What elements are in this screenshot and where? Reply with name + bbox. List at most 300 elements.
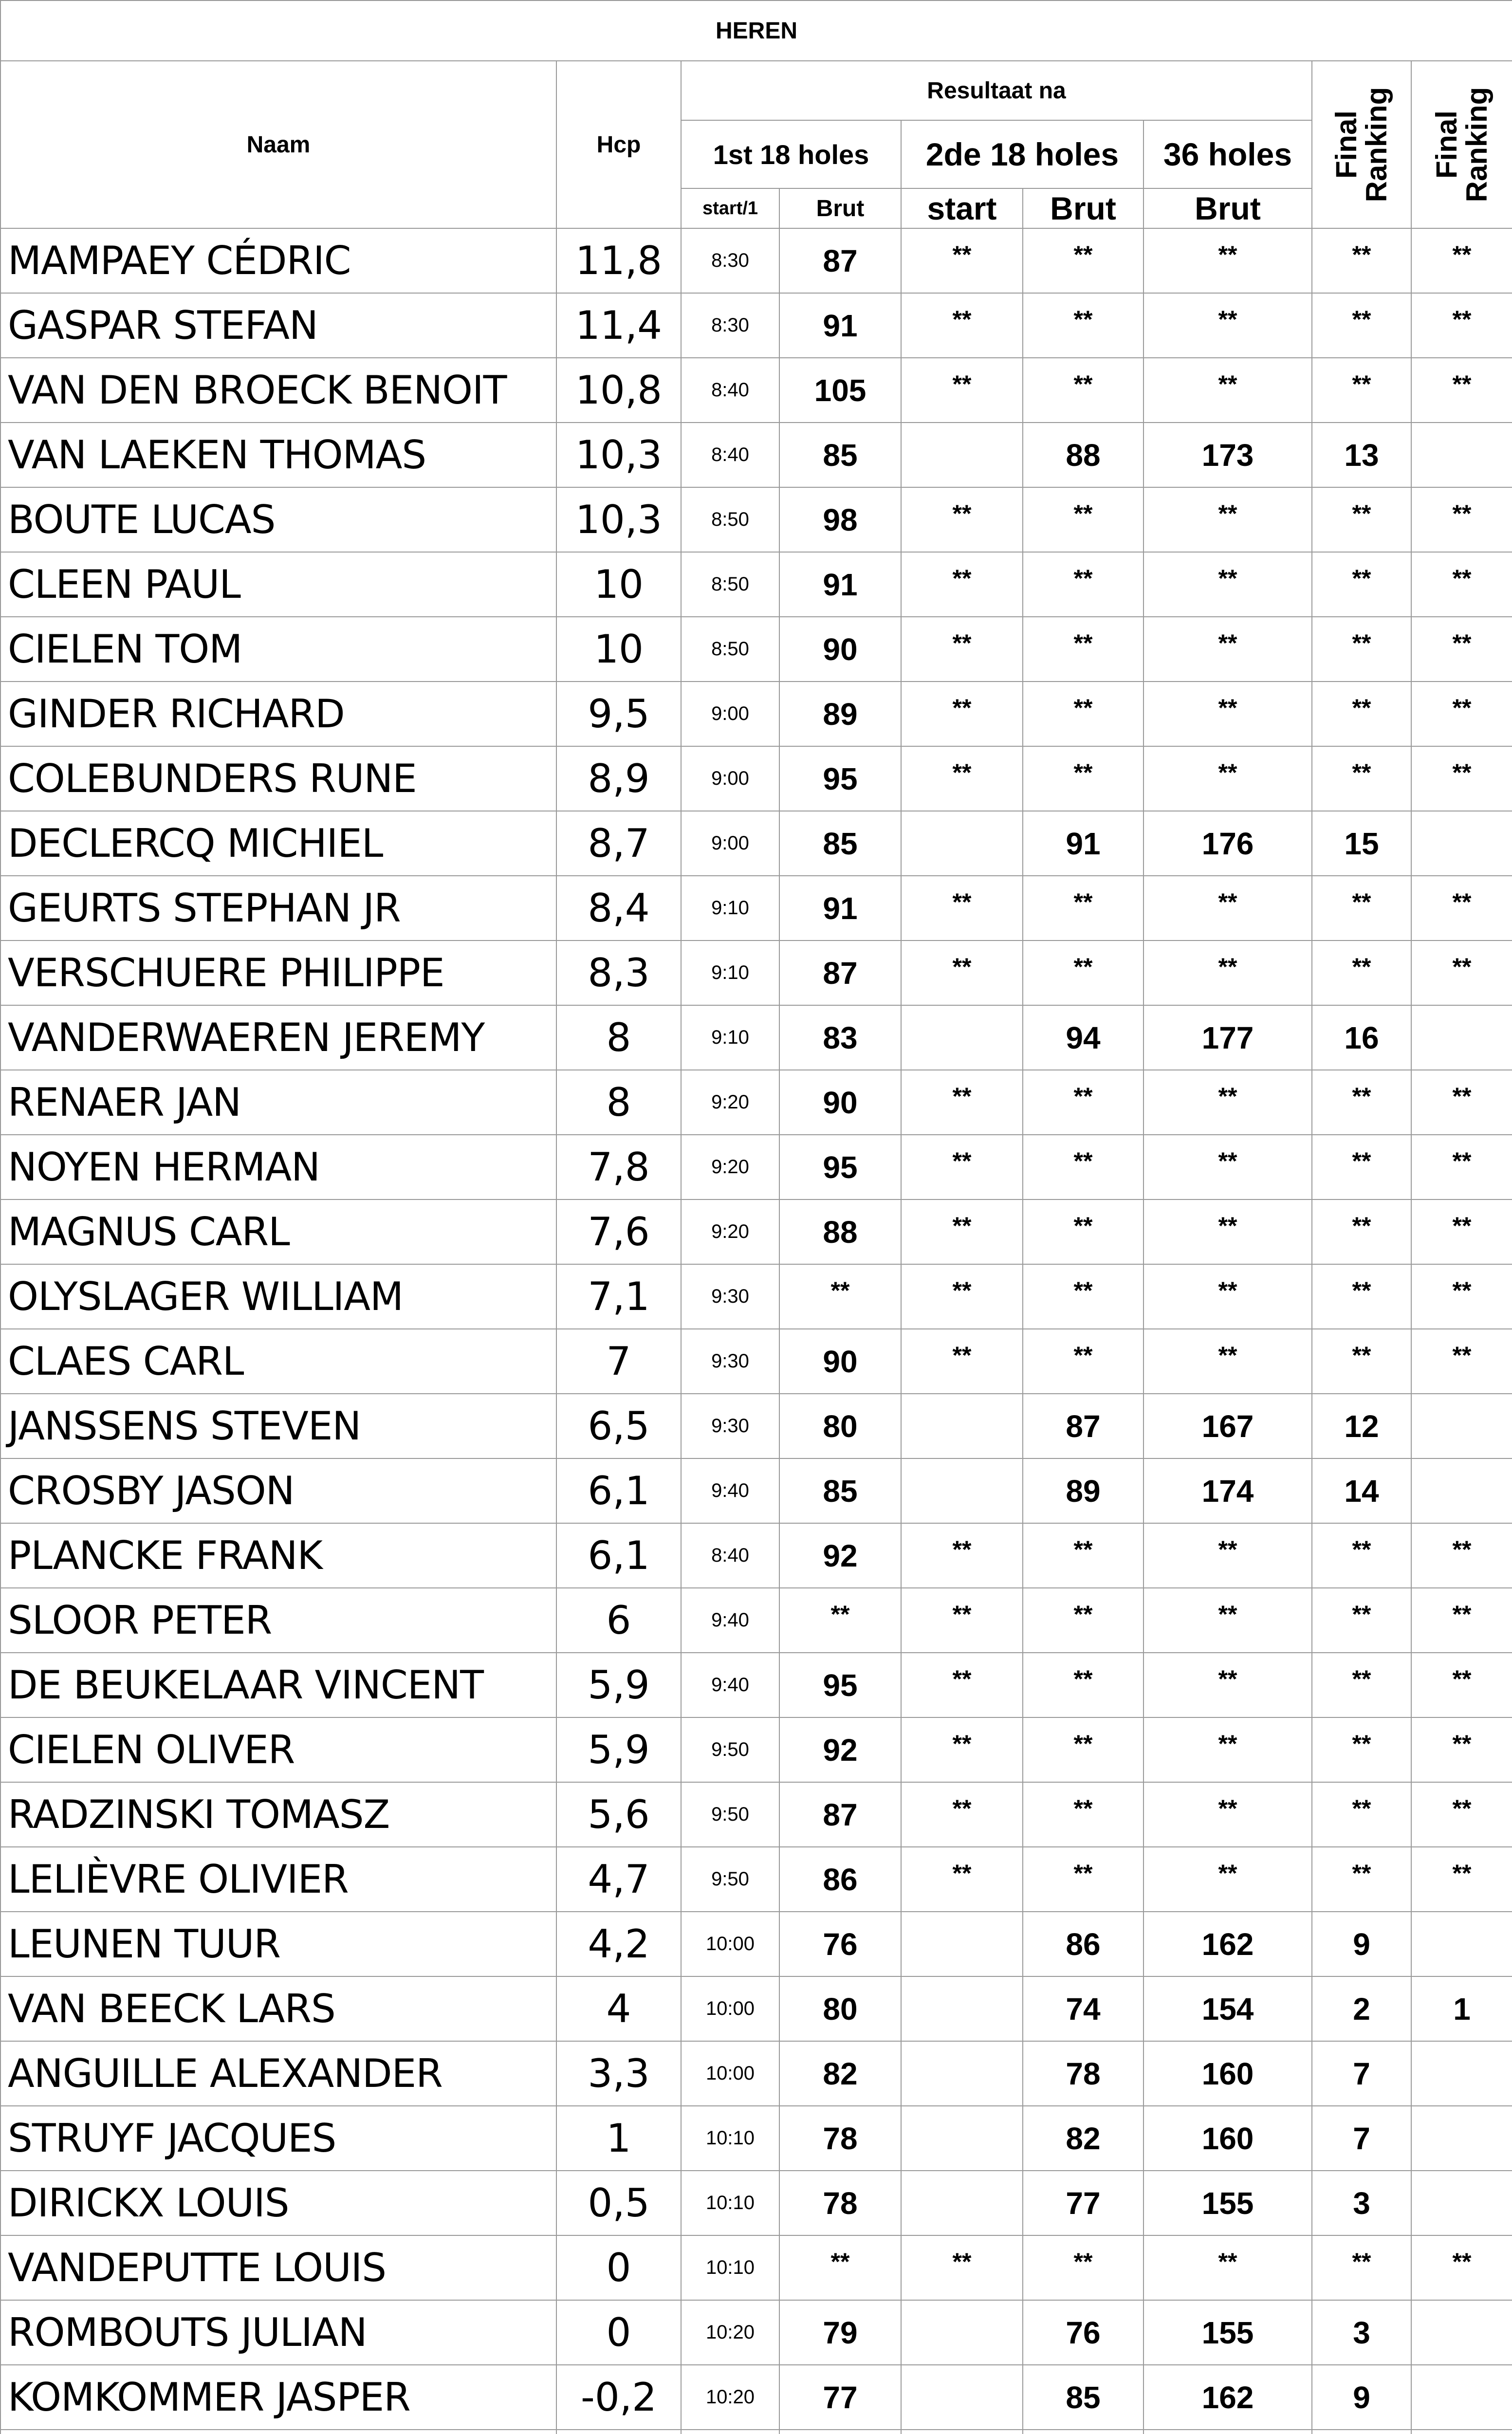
table-row — [0, 2365, 1512, 2430]
tee-time: 8:40 — [681, 423, 779, 487]
table-row — [0, 552, 1512, 617]
final-ranking-1: ** — [1312, 1135, 1411, 1199]
header-final-ranking-2-label: Final Ranking — [1430, 87, 1493, 203]
round1-brut: 95 — [779, 1135, 901, 1199]
round2-brut: ** — [1023, 552, 1143, 617]
table-row — [0, 487, 1512, 552]
player-hcp: 3,3 — [556, 2041, 681, 2106]
table-row — [0, 1458, 1512, 1523]
tee-time: 8:30 — [681, 293, 779, 358]
tee-time: 9:30 — [681, 1264, 779, 1329]
tee-time: 8:40 — [681, 1523, 779, 1588]
total-36-brut: ** — [1143, 2235, 1312, 2300]
tee-time: 8:50 — [681, 552, 779, 617]
final-ranking-2 — [1411, 2106, 1512, 2171]
final-ranking-2: 1 — [1411, 1976, 1512, 2041]
round2-brut: ** — [1023, 1135, 1143, 1199]
round2-start — [901, 1458, 1023, 1523]
tee-time: 10:20 — [681, 2365, 779, 2430]
player-name: DECLERCQ MICHIEL — [0, 811, 556, 876]
tee-time: 9:20 — [681, 1135, 779, 1199]
sheet-title: HEREN — [0, 0, 1512, 61]
total-36-brut: 177 — [1143, 1005, 1312, 1070]
round2-brut: ** — [1023, 876, 1143, 940]
total-36-brut: 162 — [1143, 1912, 1312, 1976]
tee-time: 9:10 — [681, 876, 779, 940]
player-hcp: 6,1 — [556, 1523, 681, 1588]
player-name: MAMPAEY CÉDRIC — [0, 228, 556, 293]
round1-brut: 85 — [779, 423, 901, 487]
round2-start — [901, 1394, 1023, 1458]
player-name: GEURTS STEPHAN JR — [0, 876, 556, 940]
final-ranking-2 — [1411, 423, 1512, 487]
player-hcp: 4,2 — [556, 1912, 681, 1976]
player-hcp — [556, 2430, 681, 2434]
header-final-ranking-1-label: Final Ranking — [1330, 87, 1393, 203]
table-row — [0, 1199, 1512, 1264]
tee-time: 8:30 — [681, 228, 779, 293]
player-name: DIRICKX LOUIS — [0, 2171, 556, 2235]
round2-brut: 86 — [1023, 1912, 1143, 1976]
round2-brut: 87 — [1023, 1394, 1143, 1458]
final-ranking-2: ** — [1411, 876, 1512, 940]
player-hcp: 8,4 — [556, 876, 681, 940]
player-name: LEUNEN TUUR — [0, 1912, 556, 1976]
round2-start: ** — [901, 1782, 1023, 1847]
player-hcp: 9,5 — [556, 682, 681, 746]
round2-start: ** — [901, 940, 1023, 1005]
tee-time: 9:40 — [681, 1653, 779, 1717]
player-hcp: 5,9 — [556, 1653, 681, 1717]
round2-brut: 89 — [1023, 1458, 1143, 1523]
total-36-brut: 160 — [1143, 2106, 1312, 2171]
total-36-brut: ** — [1143, 1199, 1312, 1264]
round1-brut: 87 — [779, 228, 901, 293]
round2-start — [901, 1912, 1023, 1976]
tee-time: 9:40 — [681, 1588, 779, 1653]
tee-time: 9:00 — [681, 811, 779, 876]
total-36-brut: 174 — [1143, 1458, 1312, 1523]
final-ranking-1: 9 — [1312, 1912, 1411, 1976]
final-ranking-1: ** — [1312, 1070, 1411, 1135]
round2-brut: ** — [1023, 1782, 1143, 1847]
round1-brut: 91 — [779, 552, 901, 617]
tee-time: 10:10 — [681, 2171, 779, 2235]
round2-start: ** — [901, 1199, 1023, 1264]
round1-brut: 95 — [779, 1653, 901, 1717]
round1-brut: 77 — [779, 2365, 901, 2430]
table-row — [0, 2235, 1512, 2300]
final-ranking-1: ** — [1312, 552, 1411, 617]
round1-brut: 90 — [779, 1329, 901, 1394]
final-ranking-2: ** — [1411, 940, 1512, 1005]
tee-time: 10:00 — [681, 1976, 779, 2041]
final-ranking-2: ** — [1411, 1653, 1512, 1717]
final-ranking-2 — [1411, 2430, 1512, 2434]
table-row — [0, 1005, 1512, 1070]
round2-start: ** — [901, 1070, 1023, 1135]
player-hcp: 7 — [556, 1329, 681, 1394]
round1-brut: 80 — [779, 1394, 901, 1458]
tee-time: 9:30 — [681, 1394, 779, 1458]
round2-start: ** — [901, 1847, 1023, 1912]
table-row — [0, 228, 1512, 293]
round2-start: ** — [901, 487, 1023, 552]
round2-start — [901, 2106, 1023, 2171]
player-hcp: 7,8 — [556, 1135, 681, 1199]
player-hcp: 0,5 — [556, 2171, 681, 2235]
round2-start — [901, 2041, 1023, 2106]
tee-time: 9:50 — [681, 1782, 779, 1847]
player-hcp: 6,5 — [556, 1394, 681, 1458]
round1-brut: 85 — [779, 1458, 901, 1523]
header-start-1: start/1 — [681, 188, 779, 228]
round1-brut: ** — [779, 2235, 901, 2300]
round2-brut: ** — [1023, 1588, 1143, 1653]
player-hcp: 7,1 — [556, 1264, 681, 1329]
final-ranking-1: ** — [1312, 2235, 1411, 2300]
player-name: CLAES CARL — [0, 1329, 556, 1394]
final-ranking-1: 7 — [1312, 2041, 1411, 2106]
total-36-brut: ** — [1143, 1653, 1312, 1717]
final-ranking-1: ** — [1312, 1264, 1411, 1329]
final-ranking-2: ** — [1411, 1070, 1512, 1135]
round2-brut: 91 — [1023, 811, 1143, 876]
total-36-brut: ** — [1143, 682, 1312, 746]
final-ranking-2: ** — [1411, 1588, 1512, 1653]
player-name: KOMKOMMER JASPER — [0, 2365, 556, 2430]
player-hcp: -0,2 — [556, 2365, 681, 2430]
round2-start: ** — [901, 1329, 1023, 1394]
player-name: CIELEN TOM — [0, 617, 556, 682]
final-ranking-2 — [1411, 2041, 1512, 2106]
final-ranking-1: 3 — [1312, 2171, 1411, 2235]
round2-brut: 82 — [1023, 2106, 1143, 2171]
round1-brut: 82 — [779, 2041, 901, 2106]
round1-brut: 92 — [779, 1523, 901, 1588]
final-ranking-1: ** — [1312, 487, 1411, 552]
header-final-ranking-1 — [1312, 61, 1411, 228]
total-36-brut: ** — [1143, 746, 1312, 811]
round2-brut: 94 — [1023, 1005, 1143, 1070]
player-hcp: 11,4 — [556, 293, 681, 358]
player-name: CROSBY JASON — [0, 1458, 556, 1523]
round1-brut: 78 — [779, 2171, 901, 2235]
final-ranking-2 — [1411, 1394, 1512, 1458]
tee-time: 9:50 — [681, 1847, 779, 1912]
tee-time: 10:10 — [681, 2106, 779, 2171]
tee-time: 10:00 — [681, 1912, 779, 1976]
final-ranking-1: ** — [1312, 1847, 1411, 1912]
tee-time: 9:20 — [681, 1070, 779, 1135]
final-ranking-2: ** — [1411, 1523, 1512, 1588]
player-name: ROMBOUTS JULIAN — [0, 2300, 556, 2365]
round1-brut: 98 — [779, 487, 901, 552]
final-ranking-1: ** — [1312, 358, 1411, 423]
total-36-brut: 176 — [1143, 811, 1312, 876]
final-ranking-2: ** — [1411, 1847, 1512, 1912]
table-row — [0, 423, 1512, 487]
total-36-brut: ** — [1143, 1717, 1312, 1782]
tee-time: 9:20 — [681, 1199, 779, 1264]
final-ranking-1: ** — [1312, 876, 1411, 940]
final-ranking-1: ** — [1312, 293, 1411, 358]
player-name: CLEEN PAUL — [0, 552, 556, 617]
round2-start — [901, 423, 1023, 487]
round2-brut: ** — [1023, 1523, 1143, 1588]
round1-brut: 87 — [779, 1782, 901, 1847]
table-row — [0, 1847, 1512, 1912]
results-body — [0, 228, 1512, 2434]
table-row — [0, 1653, 1512, 1717]
round2-start: ** — [901, 617, 1023, 682]
table-row — [0, 1588, 1512, 1653]
player-hcp: 4,7 — [556, 1847, 681, 1912]
player-name: NOYEN HERMAN — [0, 1135, 556, 1199]
total-36-brut: ** — [1143, 1523, 1312, 1588]
final-ranking-1: 16 — [1312, 1005, 1411, 1070]
round2-start — [901, 2300, 1023, 2365]
player-hcp: 6 — [556, 1588, 681, 1653]
final-ranking-1: 2 — [1312, 1976, 1411, 2041]
round1-brut — [779, 2430, 901, 2434]
player-name: VAN DEN BROECK BENOIT — [0, 358, 556, 423]
table-row — [0, 2430, 1512, 2434]
player-hcp: 1 — [556, 2106, 681, 2171]
player-hcp: 6,1 — [556, 1458, 681, 1523]
round2-start: ** — [901, 1135, 1023, 1199]
header-brut-2: Brut — [1023, 188, 1143, 228]
round2-brut: ** — [1023, 1264, 1143, 1329]
round1-brut: 90 — [779, 1070, 901, 1135]
round2-start: ** — [901, 1264, 1023, 1329]
round2-brut: ** — [1023, 1199, 1143, 1264]
table-row — [0, 617, 1512, 682]
round2-start — [901, 1976, 1023, 2041]
final-ranking-2: ** — [1411, 1782, 1512, 1847]
player-hcp: 4 — [556, 1976, 681, 2041]
round1-brut: 91 — [779, 293, 901, 358]
round2-brut: ** — [1023, 682, 1143, 746]
total-36-brut: ** — [1143, 1588, 1312, 1653]
player-name: BOUTE LUCAS — [0, 487, 556, 552]
final-ranking-2: ** — [1411, 552, 1512, 617]
total-36-brut: ** — [1143, 1329, 1312, 1394]
header-brut-1: Brut — [779, 188, 901, 228]
round2-brut: ** — [1023, 746, 1143, 811]
round2-start: ** — [901, 1588, 1023, 1653]
table-row — [0, 2300, 1512, 2365]
total-36-brut: 173 — [1143, 423, 1312, 487]
round2-brut: ** — [1023, 940, 1143, 1005]
round2-brut: ** — [1023, 358, 1143, 423]
header-naam: Naam — [0, 61, 556, 228]
final-ranking-1: 14 — [1312, 1458, 1411, 1523]
round2-brut: ** — [1023, 1653, 1143, 1717]
final-ranking-2 — [1411, 2365, 1512, 2430]
round2-start: ** — [901, 2235, 1023, 2300]
round2-brut: 77 — [1023, 2171, 1143, 2235]
player-hcp: 5,6 — [556, 1782, 681, 1847]
total-36-brut: ** — [1143, 358, 1312, 423]
player-name: RADZINSKI TOMASZ — [0, 1782, 556, 1847]
round1-brut: 90 — [779, 617, 901, 682]
round1-brut: 95 — [779, 746, 901, 811]
final-ranking-2: ** — [1411, 358, 1512, 423]
tee-time: 10:00 — [681, 2041, 779, 2106]
table-row — [0, 746, 1512, 811]
final-ranking-1: ** — [1312, 1199, 1411, 1264]
player-hcp: 10 — [556, 617, 681, 682]
header-36-holes: 36 holes — [1143, 120, 1312, 188]
round2-start — [901, 2171, 1023, 2235]
final-ranking-1: 3 — [1312, 2300, 1411, 2365]
table-row — [0, 2041, 1512, 2106]
total-36-brut: ** — [1143, 1264, 1312, 1329]
round2-brut: ** — [1023, 1329, 1143, 1394]
final-ranking-1: ** — [1312, 1717, 1411, 1782]
table-row — [0, 1976, 1512, 2041]
table-row — [0, 1782, 1512, 1847]
header-round-1: 1st 18 holes — [681, 120, 901, 188]
tee-time: 9:00 — [681, 682, 779, 746]
round1-brut: 91 — [779, 876, 901, 940]
round1-brut: 83 — [779, 1005, 901, 1070]
total-36-brut: 162 — [1143, 2365, 1312, 2430]
round2-brut: ** — [1023, 617, 1143, 682]
round1-brut: 86 — [779, 1847, 901, 1912]
round1-brut: 88 — [779, 1199, 901, 1264]
table-row — [0, 876, 1512, 940]
round2-start: ** — [901, 682, 1023, 746]
table-row — [0, 358, 1512, 423]
round1-brut: 105 — [779, 358, 901, 423]
total-36-brut: ** — [1143, 228, 1312, 293]
header-final-ranking-2 — [1411, 61, 1512, 228]
round2-start: ** — [901, 876, 1023, 940]
final-ranking-2 — [1411, 2171, 1512, 2235]
round2-brut: 88 — [1023, 423, 1143, 487]
player-hcp: 8,3 — [556, 940, 681, 1005]
player-name: VERSCHUERE PHILIPPE — [0, 940, 556, 1005]
tee-time: 8:40 — [681, 358, 779, 423]
tee-time: 9:40 — [681, 1458, 779, 1523]
player-name: CIELEN OLIVER — [0, 1717, 556, 1782]
round2-start: ** — [901, 552, 1023, 617]
player-hcp: 7,6 — [556, 1199, 681, 1264]
final-ranking-1: ** — [1312, 1523, 1411, 1588]
final-ranking-1: 7 — [1312, 2106, 1411, 2171]
player-hcp: 10 — [556, 552, 681, 617]
final-ranking-2 — [1411, 2300, 1512, 2365]
player-hcp: 8,7 — [556, 811, 681, 876]
final-ranking-1: 13 — [1312, 423, 1411, 487]
table-row — [0, 2106, 1512, 2171]
tee-time: 9:30 — [681, 1329, 779, 1394]
final-ranking-2: ** — [1411, 1199, 1512, 1264]
player-hcp: 8 — [556, 1005, 681, 1070]
player-name: SLOOR PETER — [0, 1588, 556, 1653]
round1-brut: 92 — [779, 1717, 901, 1782]
player-name: VAN BEECK LARS — [0, 1976, 556, 2041]
round2-start: ** — [901, 358, 1023, 423]
player-name: GASPAR STEFAN — [0, 293, 556, 358]
tee-time: 10:20 — [681, 2300, 779, 2365]
total-36-brut: ** — [1143, 1135, 1312, 1199]
final-ranking-2 — [1411, 1005, 1512, 1070]
total-36-brut: 155 — [1143, 2300, 1312, 2365]
total-36-brut: ** — [1143, 617, 1312, 682]
player-name: GINDER RICHARD — [0, 682, 556, 746]
player-hcp: 8,9 — [556, 746, 681, 811]
round2-brut: 85 — [1023, 2365, 1143, 2430]
total-36-brut: ** — [1143, 876, 1312, 940]
player-hcp: 0 — [556, 2300, 681, 2365]
table-row — [0, 1264, 1512, 1329]
table-row — [0, 1070, 1512, 1135]
round2-brut: ** — [1023, 293, 1143, 358]
player-hcp: 10,3 — [556, 423, 681, 487]
total-36-brut: 167 — [1143, 1394, 1312, 1458]
round1-brut: ** — [779, 1264, 901, 1329]
final-ranking-1: ** — [1312, 1588, 1411, 1653]
player-name — [0, 2430, 556, 2434]
table-row — [0, 1523, 1512, 1588]
final-ranking-2: ** — [1411, 1264, 1512, 1329]
tee-time: 8:50 — [681, 487, 779, 552]
tee-time: 9:00 — [681, 746, 779, 811]
table-row — [0, 1912, 1512, 1976]
header-resultaat-na: Resultaat na — [681, 61, 1312, 120]
total-36-brut: ** — [1143, 1847, 1312, 1912]
tee-time: 10:10 — [681, 2235, 779, 2300]
final-ranking-2: ** — [1411, 746, 1512, 811]
round2-brut: 78 — [1023, 2041, 1143, 2106]
player-name: LELIÈVRE OLIVIER — [0, 1847, 556, 1912]
total-36-brut: 154 — [1143, 1976, 1312, 2041]
final-ranking-1: 12 — [1312, 1394, 1411, 1458]
round2-start — [901, 1005, 1023, 1070]
player-hcp: 10,3 — [556, 487, 681, 552]
round1-brut: ** — [779, 1588, 901, 1653]
round2-brut: 76 — [1023, 2300, 1143, 2365]
player-name: VANDERWAEREN JEREMY — [0, 1005, 556, 1070]
player-hcp: 11,8 — [556, 228, 681, 293]
round2-brut: ** — [1023, 1717, 1143, 1782]
player-name: PLANCKE FRANK — [0, 1523, 556, 1588]
header-start-2: start — [901, 188, 1023, 228]
total-36-brut: ** — [1143, 1782, 1312, 1847]
total-36-brut — [1143, 2430, 1312, 2434]
round2-brut: ** — [1023, 1847, 1143, 1912]
total-36-brut: 160 — [1143, 2041, 1312, 2106]
final-ranking-2: ** — [1411, 2235, 1512, 2300]
table-row — [0, 1717, 1512, 1782]
table-row — [0, 1329, 1512, 1394]
final-ranking-2: ** — [1411, 293, 1512, 358]
player-name: OLYSLAGER WILLIAM — [0, 1264, 556, 1329]
round2-brut: ** — [1023, 1070, 1143, 1135]
round2-start: ** — [901, 293, 1023, 358]
final-ranking-2: ** — [1411, 487, 1512, 552]
tee-time: 9:10 — [681, 940, 779, 1005]
final-ranking-1: ** — [1312, 682, 1411, 746]
total-36-brut: ** — [1143, 552, 1312, 617]
final-ranking-1: ** — [1312, 1782, 1411, 1847]
final-ranking-1: ** — [1312, 1653, 1411, 1717]
round1-brut: 78 — [779, 2106, 901, 2171]
table-row — [0, 293, 1512, 358]
